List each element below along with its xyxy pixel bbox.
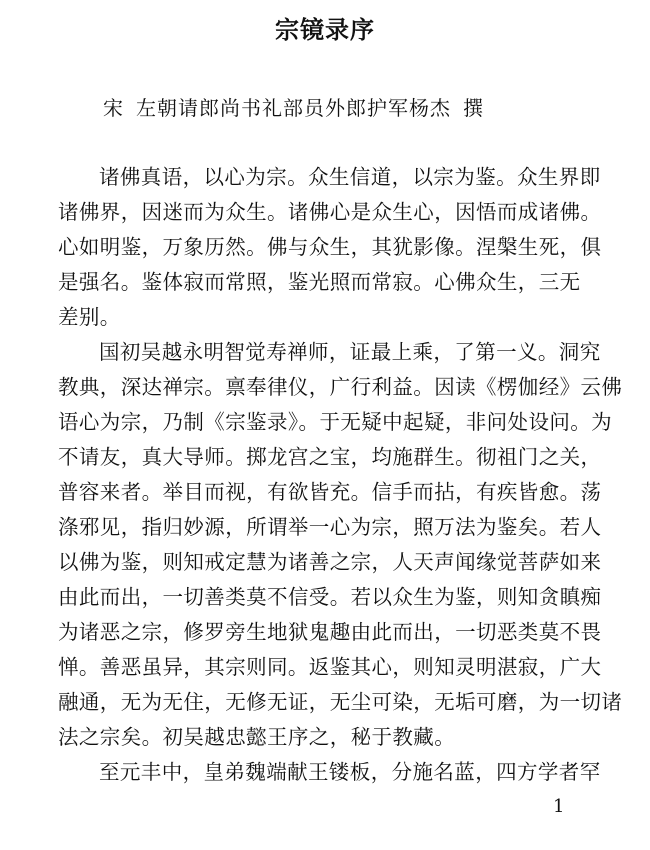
text-line: 以佛为鉴，则知戒定慧为诸善之宗，人天声闻缘觉菩萨如来 (58, 550, 602, 574)
text-line: 融通，无为无住，无修无证，无尘可染，无垢可磨，为一切诸 (58, 690, 623, 714)
text-line: 不请友，真大导师。掷龙宫之宝，均施群生。彻祖门之关， (58, 445, 602, 469)
text-line: 惮。善恶虽异，其宗则同。返鉴其心，则知灵明湛寂，广大 (58, 655, 602, 679)
byline-author-title: 左朝请郎尚书礼部员外郎护军杨杰 (136, 96, 451, 120)
text-line: 语心为宗，乃制《宗鉴录》。于无疑中起疑，非问处设问。为 (58, 410, 613, 434)
text-line: 普容来者。举目而视，有欲皆充。信手而拈，有疾皆愈。荡 (58, 480, 602, 504)
text-line: 教典，深达禅宗。禀奉律仪，广行利益。因读《楞伽经》云佛 (58, 375, 623, 399)
text-line: 至元丰中，皇弟魏端献王镂板，分施名蓝，四方学者罕 (99, 760, 601, 784)
text-line: 涤邪见，指归妙源，所谓举一心为宗，照万法为鉴矣。若人 (58, 515, 602, 539)
body-text (58, 160, 623, 790)
text-line: 国初吴越永明智觉寿禅师，证最上乘，了第一义。洞究 (99, 340, 601, 364)
paragraph-1 (58, 160, 602, 335)
paragraph-3 (58, 755, 601, 790)
text-line: 是强名。鉴体寂而常照，鉴光照而常寂。心佛众生，三无 (58, 270, 581, 294)
text-line: 为诸恶之宗，修罗旁生地狱鬼趣由此而出，一切恶类莫不畏 (58, 620, 602, 644)
text-line: 差别。 (58, 305, 121, 329)
byline (103, 93, 484, 123)
text-line: 由此而出，一切善类莫不信受。若以众生为鉴，则知贪瞋痴 (58, 585, 602, 609)
byline-dynasty: 宋 (103, 96, 124, 120)
text-line: 法之宗矣。初吴越忠懿王序之，秘于教藏。 (58, 725, 456, 749)
text-line: 心如明鉴，万象历然。佛与众生，其犹影像。涅槃生死，俱 (58, 235, 602, 259)
paragraph-2 (58, 335, 623, 755)
document-title: 宗镜录序 (275, 15, 375, 44)
text-line: 诸佛界，因迷而为众生。诸佛心是众生心，因悟而成诸佛。 (58, 200, 602, 224)
text-line: 诸佛真语，以心为宗。众生信道，以宗为鉴。众生界即 (99, 165, 601, 189)
page-number: 1 (553, 796, 565, 817)
byline-action: 撰 (463, 96, 484, 120)
